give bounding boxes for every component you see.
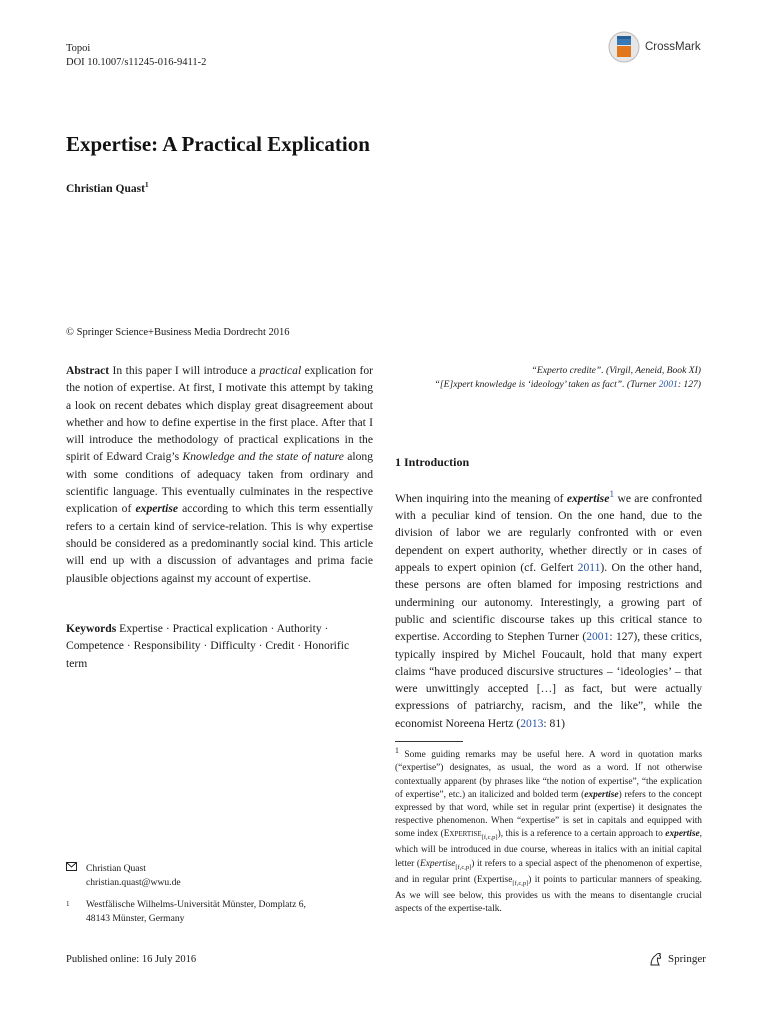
abstract-text: along with some conditions of adequacy taken from ordinary and scientific language. This eventually culminates in the respective explication of — [66, 450, 374, 516]
footnote-term: expertise — [665, 829, 700, 840]
term-expertise: expertise — [566, 491, 610, 505]
footnote-link[interactable]: 1 — [609, 489, 615, 500]
crossmark-label: CrossMark — [645, 41, 701, 53]
footnote-index: [f,c,p] — [481, 834, 498, 842]
footnote-index: [f,c,p] — [455, 863, 472, 871]
abstract-text: according to which this term essentially refers to a certain kind of service-relation. This is why expertise should be considered as a predominantly social kind. This article will end up with a discussion of advantages and prima facie plausible objections against my account of expertise. — [66, 502, 373, 585]
contact-block — [66, 862, 373, 889]
body-text: When inquiring into the meaning of — [395, 491, 567, 505]
epigraph-line — [395, 378, 701, 392]
contact-name: Christian Quast — [86, 863, 146, 874]
author-affil-mark: 1 — [144, 180, 149, 189]
footnote-text: ), this is a reference to a certain approach to — [497, 829, 666, 840]
doi[interactable]: DOI 10.1007/s11245-016-9411-2 — [66, 57, 207, 68]
author-line — [66, 180, 149, 195]
abstract-text: In this paper I will introduce a — [109, 364, 260, 377]
keywords-list: Expertise · Practical explication · Authority · Competence · Responsibility · Difficulty · Credit · Honorific term — [66, 622, 350, 670]
footnote-divider — [395, 741, 463, 742]
keywords-label: Keywords — [66, 622, 117, 635]
epigraph — [395, 364, 701, 391]
affiliation-line: Westfälische Wilhelms-Universität Münster, Domplatz 6, — [86, 899, 306, 910]
springer-horse-icon — [648, 951, 664, 967]
affiliation-line: 48143 Münster, Germany — [86, 912, 185, 924]
epigraph-text: “[E]xpert knowledge is ‘ideology’ taken as fact”. (Turner — [434, 378, 659, 390]
footnote-text: ) it refers to a special aspect of the phenomenon of expertise, and in regular print (Expertise — [395, 858, 702, 885]
footnote-mark: 1 — [395, 746, 399, 755]
footnote — [395, 744, 702, 916]
contact-email[interactable]: christian.quast@wwu.de — [86, 876, 181, 888]
epigraph-line: “Experto credite”. (Virgil, Aeneid, Book XI) — [531, 365, 701, 376]
abstract-text: explication for the notion of expertise. At first, I motivate this attempt by taking a look on recent debates which display great disagreement about whether and how to define expertise in the first place. After that I will introduce the methodology of practical explications in the spirit of Edward Craig’s — [66, 364, 373, 464]
journal-name: Topoi — [66, 43, 91, 54]
published-date: Published online: 16 July 2016 — [66, 954, 197, 965]
footnote-index: [f,c,p] — [512, 879, 529, 887]
body-text: we are confronted with a peculiar kind of tension. On the one hand, due to the division of labor we are regularly confronted with or even dependent on expert authority, whether directly or in cases of appeals to expert opinion (cf. Gelfert — [395, 491, 702, 575]
springer-label: Springer — [668, 953, 706, 965]
section-heading: 1 Introduction — [395, 455, 470, 469]
envelope-icon — [66, 862, 78, 876]
abstract-term: expertise — [135, 502, 178, 516]
footnote-text: ) refers to the concept expressed by that word, while set in regular print (expertise) it designates the respective phenomenon. When “expertise” is set in capitals and equipped with some index ( — [395, 789, 702, 840]
footnote-italic: Expertise — [419, 858, 456, 869]
copyright-notice: © Springer Science+Business Media Dordrecht 2016 — [66, 327, 290, 338]
epigraph-text: : 127) — [677, 378, 701, 390]
citation-link[interactable]: 2011 — [577, 561, 601, 575]
author-name: Christian Quast — [66, 182, 145, 195]
abstract — [66, 362, 373, 587]
article-title: Expertise: A Practical Explication — [66, 132, 370, 156]
springer-logo[interactable] — [648, 951, 706, 967]
affiliation-mark: 1 — [66, 900, 70, 908]
footnote-smallcaps: Expertise — [443, 829, 482, 840]
body-text: : 81) — [543, 716, 565, 730]
keywords — [66, 620, 373, 672]
crossmark-icon — [608, 30, 640, 64]
intro-paragraph — [395, 486, 702, 732]
citation-link[interactable]: 2001 — [658, 378, 678, 390]
body-text: : 127), these critics, typically inspired by Michel Foucault, hold that many expert claims “have produced discursive structures – ‘ideologies’ – that were unwittingly accepted […] as fact, but were actually expressions of patriarchy, racism, and the like”, while the economist Noreena Hertz ( — [395, 630, 702, 730]
affiliation-block — [66, 898, 373, 925]
abstract-em: practical — [259, 364, 302, 377]
crossmark-badge[interactable] — [608, 30, 718, 64]
footnote-text: , which will be introduced in due course, whereas in italics with an initial capital letter ( — [395, 829, 702, 869]
abstract-label: Abstract — [66, 364, 110, 377]
citation-link[interactable]: 2013 — [520, 716, 544, 730]
abstract-book-title: Knowledge and the state of nature — [182, 450, 344, 464]
footnote-text: ) it points to particular manners of speaking. As we will see below, this provides us with the means to disentangle crucial aspects of the expertise-talk. — [395, 874, 703, 914]
footnote-term: expertise — [584, 789, 619, 800]
footnote-text: Some guiding remarks may be useful here. A word in quotation marks (“expertise”) designates, as usual, the word as a word. If not otherwise contextually apparent (by phrases like “the notion of expertise”, “the explication of expertise”, etc.) an italicized and bolded term ( — [395, 750, 702, 800]
citation-link[interactable]: 2001 — [586, 630, 610, 644]
body-text: ). On the other hand, these persons are often blamed for imposing restrictions and undermining our autonomy. Interestingly, a growing part of public and scientific discourse takes up this critical stance to expertise. According to Stephen Turner ( — [395, 561, 702, 644]
